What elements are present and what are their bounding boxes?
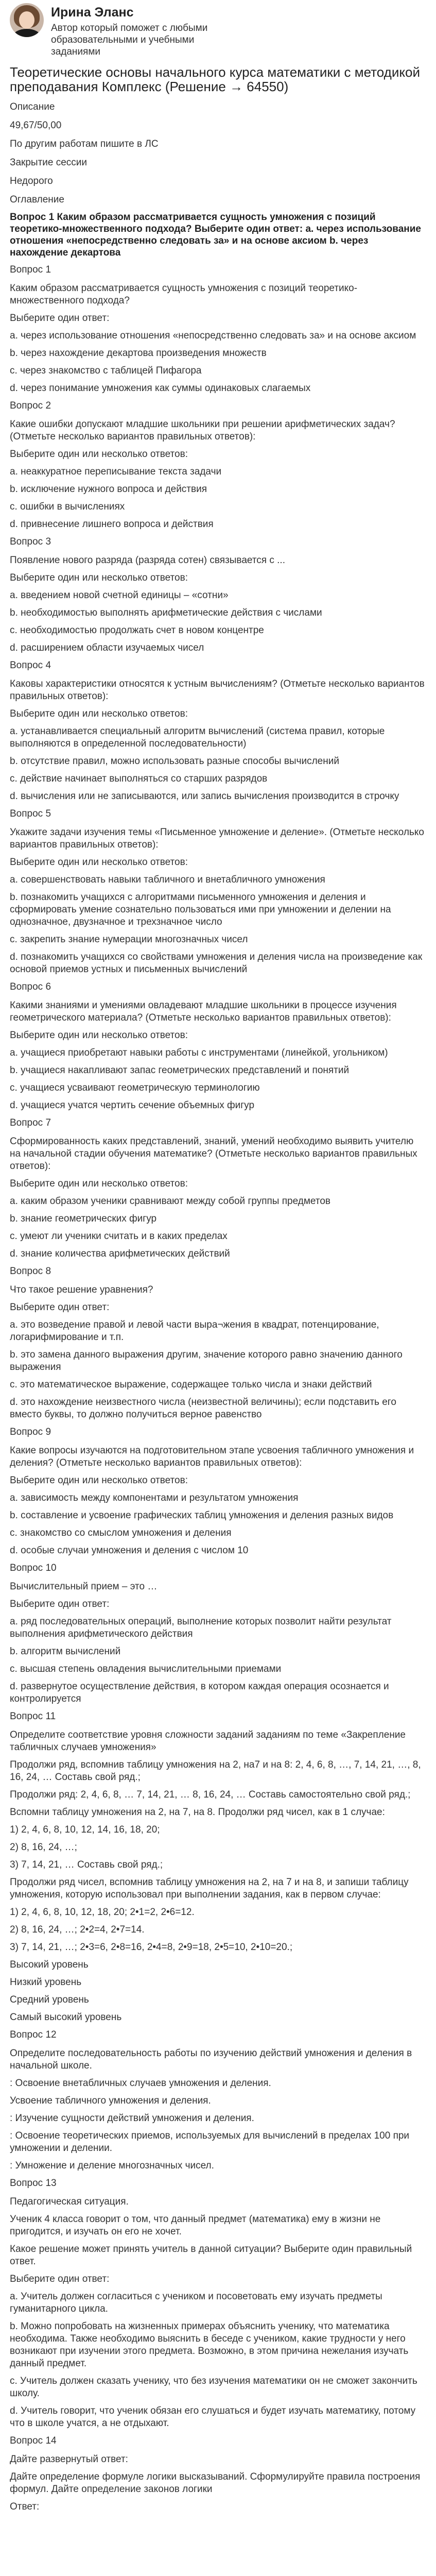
question-text: 1) 2, 4, 6, 8, 10, 12, 14, 16, 18, 20; [10,1824,160,1835]
answer-option: d. развернутое осуществление действия, в котором каждая операция осознается и контролируется [10,1681,389,1704]
question-text: Выберите один ответ: [10,313,110,324]
question-label: Вопрос 14 [10,2435,57,2446]
question-text: Высокий уровень [10,1959,89,1970]
answer-option: b. знание геометрических фигур [10,1213,157,1224]
answer-option: d. привнесение лишнего вопроса и действия [10,519,214,530]
question-label: Вопрос 12 [10,2029,57,2040]
question-label: Вопрос 10 [10,1563,57,1573]
question-label: Вопрос 1 [10,264,51,275]
question-text: Выберите один ответ: [10,2274,110,2284]
question-text: : Освоение внетабличных случаев умножения и деления. [10,2078,271,2089]
author-name[interactable]: Ирина Эланс [51,5,134,20]
answer-option: d. вычисления или не записываются, или запись вычисления производится в строчку [10,791,399,802]
answer-option: c. умеют ли ученики считать и в каких пределах [10,1231,228,1242]
answer-option: c. закрепить знание нумерации многозначных чисел [10,934,248,945]
question-text: Какими знаниями и умениями овладевают младшие школьники в процессе изучения геометрического материала? (Отметьте несколько вариантов правильных ответов): [10,1000,397,1023]
answer-option: c. это математическое выражение, содержащее только числа и знаки действий [10,1379,372,1390]
question-text: Дайте развернутый ответ: [10,2454,128,2465]
question-label: Вопрос 4 [10,660,51,671]
answer-option: a. Учитель должен согласиться с учеником и посоветовать ему изучать предметы гуманитарного цикла. [10,2291,382,2314]
question-text: Выберите один или несколько ответов: [10,708,188,719]
session-note: Закрытие сессии [10,157,88,168]
answer-option: b. необходимостью выполнять арифметические действия с числами [10,607,322,618]
page-title: Теоретические основы начального курса математики с методикой преподавания Комплекс (Решение → 64550) [10,64,421,94]
answer-option: a. неаккуратное переписывание текста задачи [10,466,222,477]
author-header [10,0,426,63]
answer-option: c. высшая степень овладения вычислительными приемами [10,1664,282,1674]
question-text: Продолжи ряд, вспомнив таблицу умножения на 2, на7 и на 8: 2, 4, 6, 8, …, 7, 14, 21, …, 8, 16, 24, … Составь свой ряд.; [10,1759,421,1783]
answer-option: a. ряд последовательных операций, выполнение которых позволит найти результат выполнения арифметического действия [10,1616,392,1639]
question-text: Какое решение может принять учитель в данной ситуации? Выберите один правильный ответ. [10,2244,412,2267]
answer-option: a. через использование отношения «непосредственно следовать за» и на основе аксиом [10,330,416,341]
question-text: Каким образом рассматривается сущность умножения с позиций теоретико-множественного подхода? [10,283,358,306]
answer-option: d. Учитель говорит, что ученик обязан его слушаться и будет изучать математику, потому что в школе учатся, а не отдыхают. [10,2405,416,2429]
answer-option: a. зависимость между компонентами и результатом умножения [10,1493,299,1503]
answer-option: d. это нахождение неизвестного числа (неизвестной величины); если подставить его вместо буквы, то должно получиться верное равенство [10,1397,396,1420]
question-text: Выберите один ответ: [10,1302,110,1313]
question-text: Выберите один или несколько ответов: [10,1178,188,1189]
answer-option: c. необходимостью продолжать счет в новом концентре [10,625,264,636]
answer-option: c. через знакомство с таблицей Пифагора [10,365,202,376]
question-text: Определите соответствие уровня сложности заданий заданиям по теме «Закрепление табличных случаев умножения» [10,1730,406,1753]
answer-option: c. ошибки в вычислениях [10,501,125,512]
question-text: : Освоение теоретических приемов, используемых для вычислений в пределах 100 при умножении и делении. [10,2130,410,2154]
answer-option: a. устанавливается специальный алгоритм вычислений (система правил, которые выполняются в определенной последовательности) [10,726,385,749]
question-text: Выберите один или несколько ответов: [10,449,188,460]
question-text: Сформированность каких представлений, знаний, умений необходимо выявить учителю на начальной стадии обучения математике? (Отметьте несколько вариантов правильных ответов): [10,1136,417,1172]
cheap-note: Недорого [10,176,53,187]
answer-option: a. каким образом ученики сравнивают между собой группы предметов [10,1196,330,1207]
answer-option: b. через нахождение декартова произведения множеств [10,348,267,359]
answer-option: b. алгоритм вычислений [10,1646,121,1657]
question-text: Самый высокий уровень [10,2012,122,2023]
answer-option: b. составление и усвоение графических таблиц умножения и деления разных видов [10,1510,394,1521]
question-label: Вопрос 7 [10,1117,51,1128]
description-label: Описание [10,101,55,112]
question-text: Укажите задачи изучения темы «Письменное умножение и деление». (Отметьте несколько вариантов правильных ответов): [10,827,424,850]
question-label: Вопрос 9 [10,1427,51,1437]
question-label: Вопрос 3 [10,536,51,547]
answer-option: b. это замена данного выражения другим, значение которого равно значению данного выражения [10,1349,403,1372]
question-text: 1) 2, 4, 6, 8, 10, 12, 18, 20; 2•1=2, 2•6=12. [10,1907,195,1918]
question-text: Низкий уровень [10,1977,82,1988]
answer-option: a. совершенствовать навыки табличного и внетабличного умножения [10,874,325,885]
question-text: Какие ошибки допускают младшие школьники при решении арифметических задач? (Отметьте несколько вариантов правильных ответов): [10,419,395,442]
question-text: Вычислительный прием – это … [10,1581,158,1592]
answer-option: b. Можно попробовать на жизненных примерах объяснить ученику, что математика необходима. Также необходимо выяснить в беседе с учеником, какие трудности у него возникают при изучении этого предмета. Возможно, в этом причина нежелания изучать данный предмет. [10,2321,409,2369]
question-text: Ученик 4 класса говорит о том, что данный предмет (математика) ему в жизни не пригодится, и изучать он его не хочет. [10,2214,381,2237]
question-label: Вопрос 13 [10,2178,57,2189]
answer-option: d. знание количества арифметических действий [10,1248,230,1259]
question-text: Педагогическая ситуация. [10,2196,129,2207]
question-text: Усвоение табличного умножения и деления. [10,2095,211,2106]
question-text: Вспомни таблицу умножения на 2, на 7, на 8. Продолжи ряд чисел, как в 1 случае: [10,1807,385,1818]
question-text: Выберите один или несколько ответов: [10,572,188,583]
answer-option: c. учащиеся усваивают геометрическую терминологию [10,1082,260,1093]
question-text: Продолжи ряд: 2, 4, 6, 8, … 7, 14, 21, … 8, 16, 24, … Составь самостоятельно свой ряд.; [10,1789,411,1800]
question-text: 2) 8, 16, 24, …; [10,1842,77,1853]
questions-content [10,264,426,2513]
toc-label: Оглавление [10,194,64,205]
price: 49,67/50,00 [10,120,62,131]
question-text: : Умножение и деление многозначных чисел. [10,2160,214,2171]
question-text: 3) 7, 14, 21, … Составь свой ряд.; [10,1859,163,1870]
question-text: Ответ: [10,2501,40,2512]
question-label: Вопрос 6 [10,981,51,992]
answer-option: c. Учитель должен сказать ученику, что без изучения математики он не сможет закончить школу. [10,2376,417,2399]
answer-option: d. познакомить учащихся со свойствами умножения и деления числа на произведение как основой приемов устных и письменных вычислений [10,952,423,975]
question-text: Выберите один или несколько ответов: [10,1030,188,1041]
answer-option: c. действие начинает выполняться со старших разрядов [10,773,268,784]
question-label: Вопрос 11 [10,1711,56,1722]
question-text: Каковы характеристики относятся к устным вычислениям? (Отметьте несколько вариантов правильных ответов): [10,679,425,702]
question-text: 3) 7, 14, 21, …; 2•3=6, 2•8=16, 2•4=8, 2•9=18, 2•5=10, 2•10=20.; [10,1942,293,1953]
question-label: Вопрос 5 [10,808,51,819]
question-text: Выберите один или несколько ответов: [10,857,188,868]
question-label: Вопрос 8 [10,1266,51,1277]
answer-option: b. учащиеся накапливают запас геометрических представлений и понятий [10,1065,350,1076]
answer-option: d. через понимание умножения как суммы одинаковых слагаемых [10,383,311,394]
author-info [51,2,231,58]
answer-option: a. введением новой счетной единицы – «сотни» [10,590,229,601]
question-text: Что такое решение уравнения? [10,1284,153,1295]
answer-option: a. это возведение правой и левой части выра¬жения в квадрат, потенцирование, логарифмирование и т.п. [10,1319,379,1343]
answer-option: b. познакомить учащихся с алгоритмами письменного умножения и деления и сформировать умение сознательно пользоваться ими при умножении и делении на однозначное, двузначное и трехзначное число [10,892,391,927]
question-text: Продолжи ряд чисел, вспомнив таблицу умножения на 2, на 7 и на 8, и запиши таблицу умножения, которую использовал при выполнении задания, как в первом случае: [10,1877,409,1900]
toc-heading: Вопрос 1 Каким образом рассматривается сущность умножения с позиций теоретико-множественного подхода? Выберите один ответ: a. через использование отношения «непосредственно следовать за» и на основе аксиом b. через нахождение декартова [10,212,421,258]
question-text: Средний уровень [10,1994,89,2005]
question-text: Дайте определение формуле логики высказываний. Сформулируйте правила построения формул. Дайте определение законов логики [10,2471,421,2495]
question-text: Выберите один ответ: [10,1599,110,1609]
question-label: Вопрос 2 [10,400,51,411]
answer-option: d. расширением области изучаемых чисел [10,642,204,653]
question-text: Выберите один или несколько ответов: [10,1475,188,1486]
answer-option: a. учащиеся приобретают навыки работы с инструментами (линейкой, угольником) [10,1047,388,1058]
answer-option: c. знакомство со смыслом умножения и деления [10,1528,232,1538]
answer-option: d. учащиеся учатся чертить сечение объемных фигур [10,1100,255,1111]
question-text: Определите последовательность работы по изучению действий умножения и деления в начальной школе. [10,2048,412,2071]
question-text: Появление нового разряда (разряда сотен) связывается с ... [10,555,285,566]
question-text: Какие вопросы изучаются на подготовительном этапе усвоения табличного умножения и деления? (Отметьте несколько вариантов правильных ответов): [10,1445,414,1468]
author-avatar[interactable] [10,3,44,37]
question-text: 2) 8, 16, 24, …; 2•2=4, 2•7=14. [10,1924,145,1935]
answer-option: d. особые случаи умножения и деления с числом 10 [10,1545,249,1556]
author-description: Автор который поможет с любыми образовательными и учебными заданиями [51,23,208,57]
answer-option: b. исключение нужного вопроса и действия [10,484,207,495]
contact-note: По другим работам пишите в ЛС [10,139,159,149]
question-text: : Изучение сущности действий умножения и деления. [10,2113,254,2124]
answer-option: b. отсутствие правил, можно использовать разные способы вычислений [10,756,339,767]
meta-section [10,98,426,209]
